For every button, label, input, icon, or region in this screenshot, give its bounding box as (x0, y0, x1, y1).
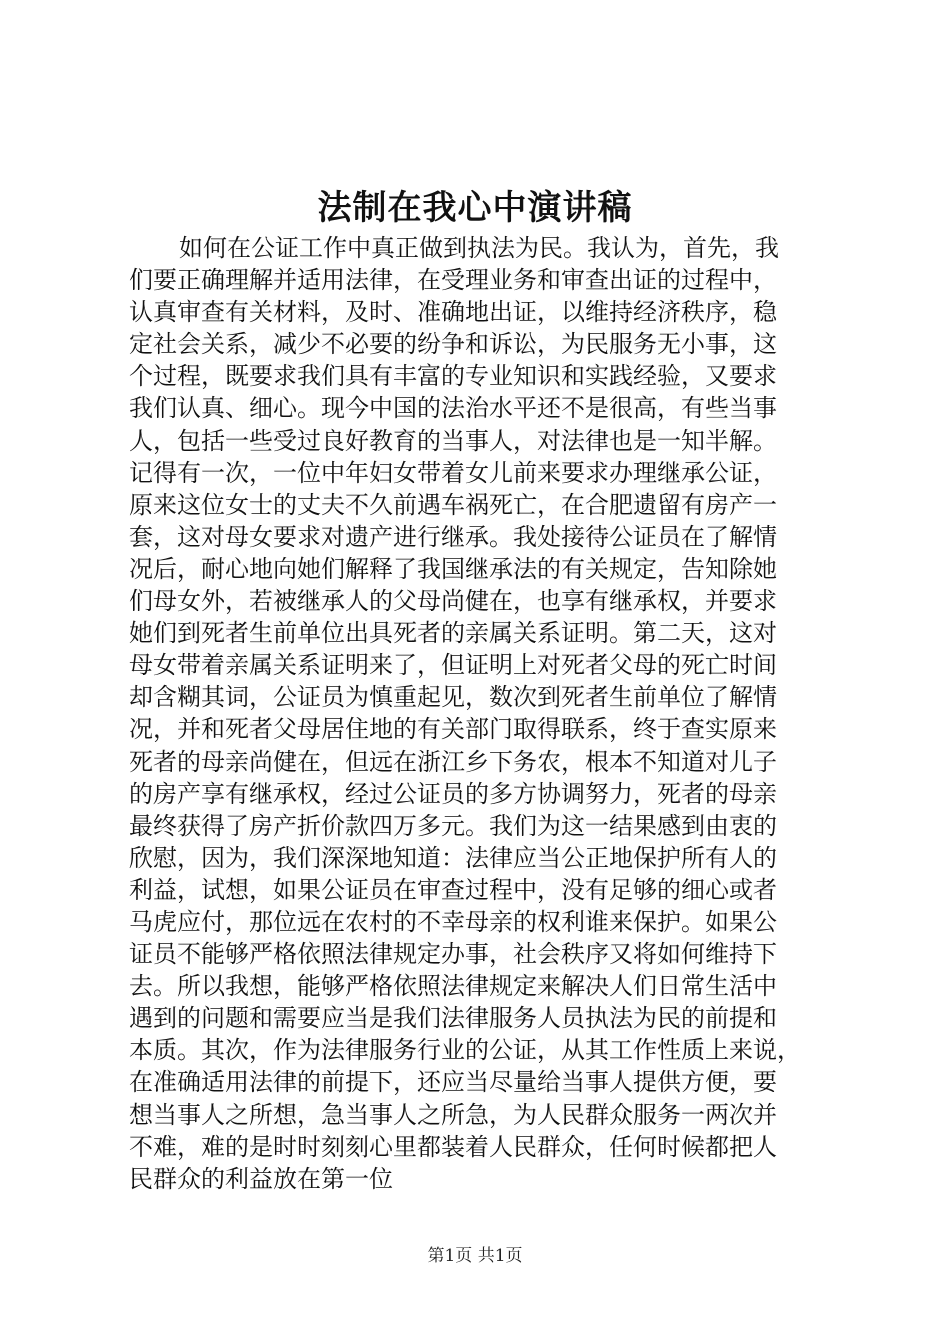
paragraph-line: 况，并和死者父母居住地的有关部门取得联系，终于查实原来 (129, 715, 777, 744)
paragraph-line: 想当事人之所想，急当事人之所急，为人民群众服务一两次并 (129, 1100, 777, 1129)
paragraph-line: 原来这位女士的丈夫不久前遇车祸死亡，在合肥遗留有房产一 (129, 490, 777, 519)
paragraph-line: 我们认真、细心。现今中国的法治水平还不是很高，有些当事 (129, 394, 777, 423)
paragraph-line: 她们到死者生前单位出具死者的亲属关系证明。第二天，这对 (129, 619, 777, 648)
page-number-footer: 第1页 共1页 (427, 1246, 523, 1266)
paragraph-line: 个过程，既要求我们具有丰富的专业知识和实践经验，又要求 (129, 362, 777, 391)
paragraph-line: 利益，试想，如果公证员在审查过程中，没有足够的细心或者 (129, 875, 777, 904)
paragraph-line: 认真审查有关材料，及时、准确地出证，以维持经济秩序，稳 (129, 298, 777, 327)
paragraph-line: 遇到的问题和需要应当是我们法律服务人员执法为民的前提和 (129, 1004, 777, 1033)
paragraph-line: 记得有一次，一位中年妇女带着女儿前来要求办理继承公证， (129, 458, 777, 487)
paragraph-line: 马虎应付，那位远在农村的不幸母亲的权利谁来保护。如果公 (129, 907, 777, 936)
paragraph-line: 况后，耐心地向她们解释了我国继承法的有关规定，告知除她 (129, 554, 777, 583)
paragraph-line: 的房产享有继承权，经过公证员的多方协调努力，死者的母亲 (129, 779, 777, 808)
paragraph-line: 定社会关系，减少不必要的纷争和诉讼，为民服务无小事，这 (129, 330, 777, 359)
paragraph-line: 去。所以我想，能够严格依照法律规定来解决人们日常生活中 (129, 972, 777, 1001)
paragraph-line: 欣慰，因为，我们深深地知道：法律应当公正地保护所有人的 (129, 843, 777, 872)
paragraph-line: 最终获得了房产折价款四万多元。我们为这一结果感到由衷的 (129, 811, 777, 840)
page-title: 法制在我心中演讲稿 (317, 188, 633, 228)
paragraph-line: 证员不能够严格依照法律规定办事，社会秩序又将如何维持下 (129, 940, 777, 969)
paragraph-line: 却含糊其词，公证员为慎重起见，数次到死者生前单位了解情 (129, 683, 777, 712)
paragraph-line: 套，这对母女要求对遗产进行继承。我处接待公证员在了解情 (129, 522, 777, 551)
paragraph-line: 们要正确理解并适用法律，在受理业务和审查出证的过程中， (129, 266, 777, 295)
paragraph-line: 民群众的利益放在第一位 (129, 1164, 393, 1193)
paragraph-line: 如何在公证工作中真正做到执法为民。我认为，首先，我 (179, 234, 779, 262)
paragraph-line: 们母女外，若被继承人的父母尚健在，也享有继承权，并要求 (129, 587, 777, 616)
paragraph-line: 本质。其次，作为法律服务行业的公证，从其工作性质上来说， (129, 1036, 801, 1065)
paragraph-line: 在准确适用法律的前提下，还应当尽量给当事人提供方便，要 (129, 1068, 777, 1097)
paragraph-line: 母女带着亲属关系证明来了，但证明上对死者父母的死亡时间 (129, 651, 777, 680)
body-paragraph (129, 232, 829, 1195)
paragraph-line: 死者的母亲尚健在，但远在浙江乡下务农，根本不知道对儿子 (129, 747, 777, 776)
paragraph-line: 人，包括一些受过良好教育的当事人，对法律也是一知半解。 (129, 426, 777, 455)
paragraph-line: 不难，难的是时时刻刻心里都装着人民群众，任何时候都把人 (129, 1132, 777, 1161)
